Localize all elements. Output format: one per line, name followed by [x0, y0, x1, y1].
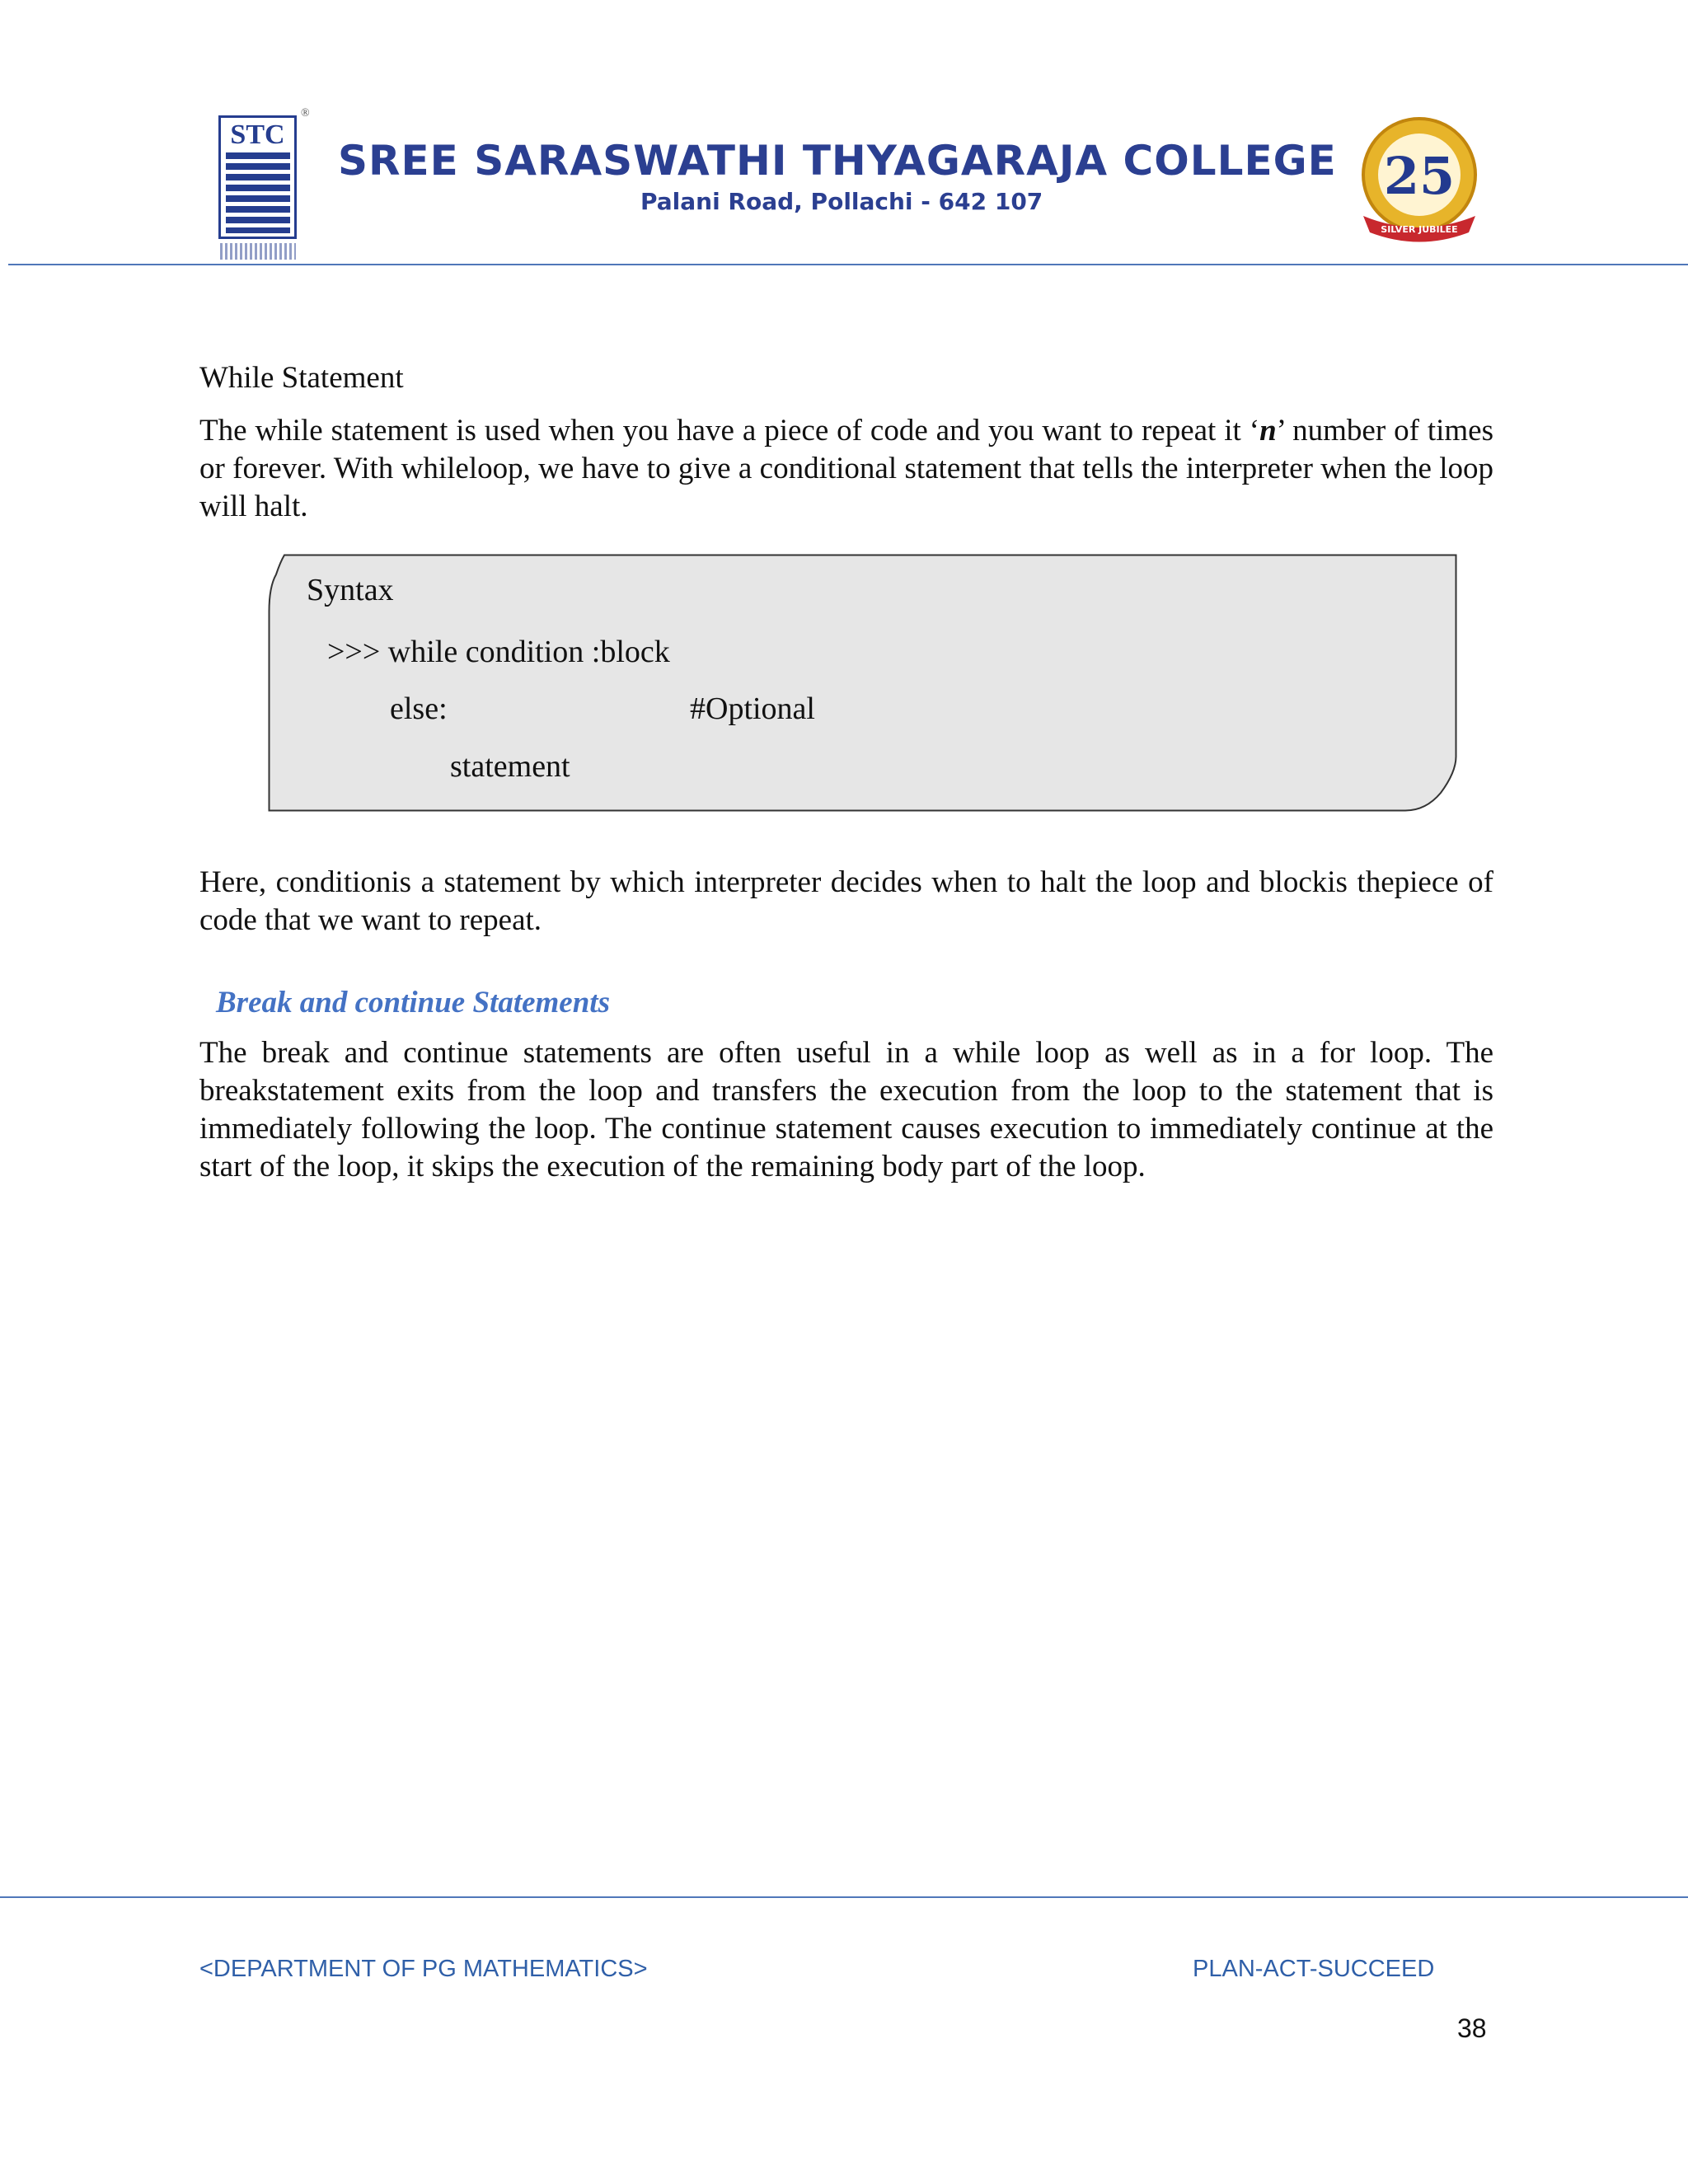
syntax-title: Syntax: [307, 573, 394, 607]
logo-motto-script: [220, 243, 296, 260]
header-divider: [8, 264, 1688, 265]
footer-department: <DEPARTMENT OF PG MATHEMATICS>: [199, 1956, 648, 1982]
logo-box: [218, 115, 297, 239]
logo-abbr: STC: [230, 120, 285, 150]
silver-jubilee-emblem: [1345, 115, 1493, 247]
footer-slogan: PLAN-ACT-SUCCEED: [1193, 1956, 1435, 1982]
syntax-box: [268, 554, 1457, 812]
page-number: 38: [1457, 2013, 1487, 2043]
jubilee-ribbon-text: SILVER JUBILEE: [1381, 224, 1458, 235]
section-title: While Statement: [199, 361, 404, 395]
syntax-line-while: >>> while condition :block: [327, 635, 670, 669]
jubilee-number: 25: [1383, 146, 1456, 206]
syntax-line-else: else:: [390, 691, 448, 726]
syntax-line-statement: statement: [450, 749, 570, 784]
college-address: Palani Road, Pollachi - 642 107: [640, 188, 1043, 215]
para1-part-b: ’ number of times or forever. With whileloop, we have to give a conditional statement that tells the interpreter when the loop will halt.: [199, 414, 1493, 523]
logo-stripes: [226, 152, 290, 233]
paragraph-condition: Here, conditionis a statement by which interpreter decides when to halt the loop and blockis thepiece of code that we want to repeat.: [199, 865, 1493, 937]
registered-mark: ®: [301, 107, 310, 120]
syntax-box-frame: [268, 554, 1457, 812]
college-name: SREE SARASWATHI THYAGARAJA COLLEGE: [338, 137, 1337, 185]
paragraph-break-continue: The break and continue statements are often useful in a while loop as well as in a for loop. The breakstatement exits from the loop and transfers the execution from the loop to the statement that is immediately following the loop. The continue statement causes execution to immediately continue at the start of the loop, it skips the execution of the remaining body part of the loop.: [199, 1036, 1493, 1183]
footer-divider: [0, 1896, 1688, 1898]
para1-part-a: The while statement is used when you have a piece of code and you want to repeat it ‘: [199, 414, 1260, 448]
para1-n: n: [1259, 414, 1277, 448]
subheading-break-continue: Break and continue Statements: [216, 986, 610, 1019]
college-logo: [218, 107, 310, 264]
syntax-comment-optional: #Optional: [690, 691, 815, 726]
paragraph-while-intro: [199, 412, 1493, 526]
